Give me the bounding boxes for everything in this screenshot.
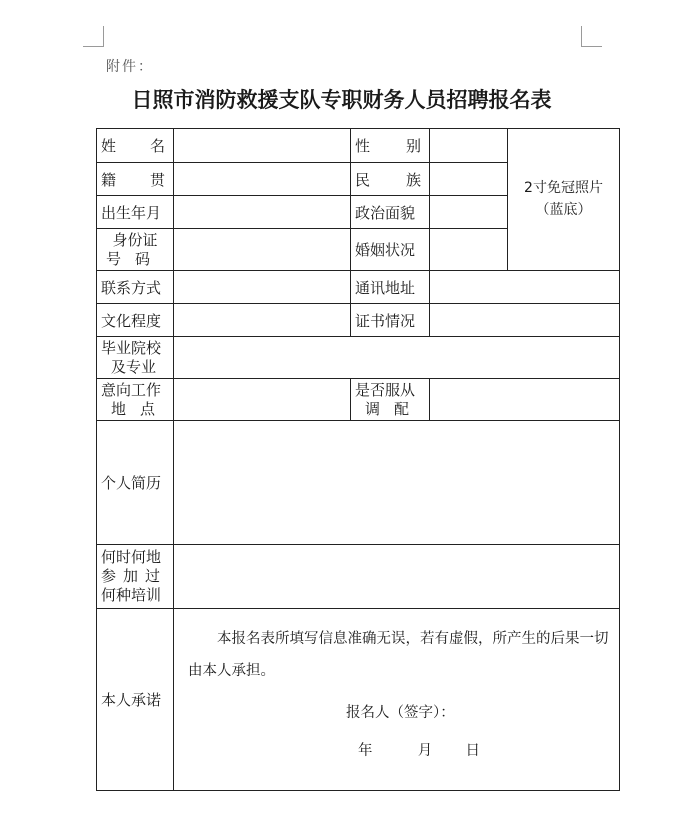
training-label xyxy=(97,545,174,609)
contact-field[interactable] xyxy=(174,271,351,304)
education-field[interactable] xyxy=(174,304,351,337)
page-title: 日照市消防救援支队专职财务人员招聘报名表 xyxy=(131,88,552,112)
date-day-label: 日 xyxy=(465,743,480,759)
address-field[interactable] xyxy=(430,271,620,304)
obey-label xyxy=(351,379,430,421)
gender-label: 性 别 xyxy=(351,129,430,163)
obey-label-line2: 调配 xyxy=(365,399,424,418)
hometown-field[interactable] xyxy=(174,163,351,196)
corner-mark-top-left xyxy=(83,26,104,47)
obey-field[interactable] xyxy=(430,379,620,421)
date-year-label: 年 xyxy=(358,743,373,759)
photo-caption-note: （蓝底） xyxy=(535,201,592,218)
photo-caption: 2寸免冠照片 xyxy=(524,179,603,196)
school-label-line2: 及专业 xyxy=(111,357,157,376)
corner-mark-top-right xyxy=(581,26,602,47)
name-label: 姓 名 xyxy=(97,129,174,163)
photo-box[interactable] xyxy=(508,129,620,271)
pledge-cell xyxy=(174,609,620,791)
training-field[interactable] xyxy=(174,545,620,609)
marital-field[interactable] xyxy=(430,229,508,271)
hometown-label: 籍 贯 xyxy=(97,163,174,196)
pledge-label: 本人承诺 xyxy=(97,609,174,791)
school-label xyxy=(97,337,174,379)
date-line[interactable] xyxy=(358,739,480,760)
birth-label: 出生年月 xyxy=(97,196,174,229)
gender-field[interactable] xyxy=(430,129,508,163)
political-label: 政治面貌 xyxy=(351,196,430,229)
certificate-label: 证书情况 xyxy=(351,304,430,337)
marital-label: 婚姻状况 xyxy=(351,229,430,271)
resume-label: 个人简历 xyxy=(97,421,174,545)
attachment-label: 附件： xyxy=(106,59,154,75)
resume-field[interactable] xyxy=(174,421,620,545)
registration-form-table xyxy=(96,128,620,791)
name-field[interactable] xyxy=(174,129,351,163)
location-field[interactable] xyxy=(174,379,351,421)
address-label: 通讯地址 xyxy=(351,271,430,304)
training-label-line1: 何时何地 xyxy=(101,548,162,567)
pledge-container xyxy=(178,609,615,790)
school-field[interactable] xyxy=(174,337,620,379)
id-number-label-line2: 号码 xyxy=(105,249,164,268)
political-field[interactable] xyxy=(430,196,508,229)
certificate-field[interactable] xyxy=(430,304,620,337)
pledge-text: 本报名表所填写信息准确无误，若有虚假，所产生的后果一切由本人承担。 xyxy=(188,631,609,679)
location-label-line2: 地点 xyxy=(111,399,170,418)
signature-label[interactable]: 报名人（签字）： xyxy=(346,705,455,721)
contact-label: 联系方式 xyxy=(97,271,174,304)
location-label xyxy=(97,379,174,421)
school-label-line1: 毕业院校 xyxy=(101,338,162,357)
ethnicity-label: 民 族 xyxy=(351,163,430,196)
id-number-field[interactable] xyxy=(174,229,351,271)
birth-field[interactable] xyxy=(174,196,351,229)
ethnicity-field[interactable] xyxy=(430,163,508,196)
training-label-line2: 参加过 xyxy=(101,567,168,586)
education-label: 文化程度 xyxy=(97,304,174,337)
date-month-label: 月 xyxy=(417,743,433,759)
location-label-line1: 意向工作 xyxy=(101,380,162,399)
training-label-line3: 何种培训 xyxy=(101,585,162,604)
id-number-label-line1: 身份证 xyxy=(112,230,158,249)
id-number-label xyxy=(97,229,174,271)
obey-label-line1: 是否服从 xyxy=(355,380,416,399)
